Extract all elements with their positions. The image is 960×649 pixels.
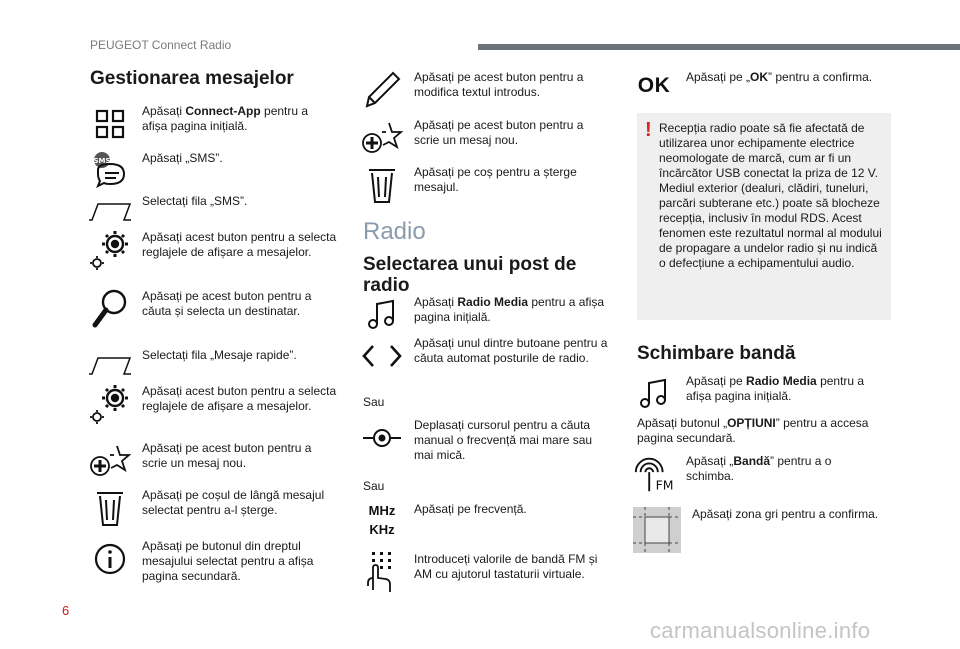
item-text: Apăsați Radio Media pentru a afișa pagina inițială. bbox=[414, 295, 605, 324]
list-item bbox=[88, 228, 342, 272]
warning-mark: ! bbox=[645, 119, 652, 141]
or-label: Sau bbox=[363, 395, 385, 409]
svg-text:FM: FM bbox=[655, 477, 674, 493]
item-text: Apăsați „Bandă” pentru a o schimba. bbox=[686, 454, 832, 483]
or-label: Sau bbox=[363, 479, 385, 493]
chevrons-icon bbox=[360, 334, 404, 378]
unit-mhz: MHz bbox=[368, 503, 396, 518]
page-number: 6 bbox=[62, 603, 70, 618]
info-icon bbox=[88, 537, 132, 581]
list-item bbox=[360, 334, 614, 378]
list-item bbox=[360, 416, 604, 463]
list-item bbox=[360, 550, 609, 594]
list-item bbox=[360, 116, 599, 160]
list-item bbox=[632, 452, 846, 496]
search-icon bbox=[88, 287, 132, 331]
item-text: Apăsați zona gri pentru a confirma. bbox=[692, 507, 879, 521]
list-item bbox=[88, 486, 342, 530]
list-item bbox=[360, 163, 599, 207]
sms-bubble-icon bbox=[88, 146, 132, 190]
settings-gears-icon bbox=[88, 228, 132, 272]
radio-band-icon bbox=[632, 452, 676, 496]
grey-zone-icon bbox=[632, 505, 682, 555]
pencil-icon bbox=[360, 68, 404, 112]
ok-icon: OK bbox=[637, 74, 671, 97]
item-text: Apăsați pe coșul de lângă mesajul selectat pentru a-l șterge. bbox=[142, 488, 325, 517]
item-text: Apăsați pe coș pentru a șterge mesajul. bbox=[414, 165, 577, 194]
item-text: Apăsați pe acest buton pentru a scrie un mesaj nou. bbox=[142, 441, 312, 470]
section-title-radio: Radio bbox=[363, 218, 426, 245]
list-item bbox=[632, 505, 892, 555]
list-item bbox=[88, 102, 327, 146]
item-text: Apăsați acest buton pentru a selecta reglajele de afișare a mesajelor. bbox=[142, 230, 337, 259]
item-text: Apăsați pe butonul din dreptul mesajului selectat pentru a afișa pagina secundară. bbox=[142, 539, 314, 583]
item-text: Apăsați Connect-App pentru a afișa pagina inițială. bbox=[142, 104, 309, 133]
heading-messages: Gestionarea mesajelor bbox=[90, 68, 294, 89]
grid-apps-icon bbox=[88, 102, 132, 146]
list-item bbox=[88, 382, 342, 426]
list-item bbox=[360, 68, 609, 112]
item-text: Apăsați pe acest buton pentru a căuta și selecta un destinatar. bbox=[142, 289, 312, 318]
item-text: Apăsați „SMS”. bbox=[142, 151, 223, 165]
svg-text:SMS: SMS bbox=[93, 157, 111, 165]
add-favorite-icon bbox=[88, 439, 132, 483]
watermark: carmanualsonline.info bbox=[650, 618, 871, 643]
item-text: Selectați fila „SMS”. bbox=[142, 194, 248, 208]
list-item bbox=[360, 293, 614, 337]
item-text: Apăsați acest buton pentru a selecta reglajele de afișare a mesajelor. bbox=[142, 384, 337, 413]
slider-cursor-icon bbox=[360, 416, 404, 460]
add-favorite-icon bbox=[360, 116, 404, 160]
item-text: Apăsați pe frecvență. bbox=[414, 502, 527, 516]
heading-select-station: Selectarea unui post de radio bbox=[363, 254, 577, 296]
options-text: Apăsați butonul „OPȚIUNI” pentru a accesa pagina secundară. bbox=[637, 416, 869, 445]
tab-icon bbox=[88, 343, 132, 387]
warning-box bbox=[637, 113, 891, 320]
item-text: Deplasați cursorul pentru a căuta manual o frecvență mai mare sau mai mică. bbox=[414, 418, 593, 462]
unit-khz: KHz bbox=[369, 522, 395, 537]
music-note-icon bbox=[632, 372, 676, 416]
trash-icon bbox=[360, 163, 404, 207]
list-item bbox=[88, 343, 327, 387]
heading-band-change: Schimbare bandă bbox=[637, 343, 796, 364]
frequency-unit-icon bbox=[360, 500, 404, 540]
item-text: Selectați fila „Mesaje rapide”. bbox=[142, 348, 297, 362]
list-item bbox=[88, 439, 327, 483]
item-text: Apăsați pe „OK” pentru a confirma. bbox=[686, 70, 873, 84]
page-header-title: PEUGEOT Connect Radio bbox=[90, 38, 232, 52]
list-item bbox=[632, 64, 886, 108]
list-item bbox=[88, 287, 327, 331]
settings-gears-icon bbox=[88, 382, 132, 426]
item-text: Apăsați pe acest buton pentru a modifica textul introdus. bbox=[414, 70, 584, 99]
item-text: Introduceți valorile de bandă FM și AM cu ajutorul tastaturii virtuale. bbox=[414, 552, 598, 581]
music-note-icon bbox=[360, 293, 404, 337]
tab-icon bbox=[88, 189, 132, 233]
list-item bbox=[88, 537, 337, 584]
header-bar bbox=[478, 44, 960, 50]
list-item bbox=[88, 146, 327, 190]
item-text: Apăsați unul dintre butoane pentru a căuta automat posturile de radio. bbox=[414, 336, 608, 365]
keypad-touch-icon bbox=[360, 550, 404, 594]
item-text: Apăsați pe Radio Media pentru a afișa pagina inițială. bbox=[686, 374, 865, 403]
warning-text: Recepția radio poate să fie afectată de utilizarea unor echipamente electrice neomologate de marcă, cum ar fi un încărcător USB conectat la priza de 12 V. Mediul exterior (dealuri, clădiri, tuneluri, parcări subterane etc.) poate să blocheze recepția, inclusiv în modul RDS. Acest fenomen este rezultatul normal al modului de propagare a undelor radio și nu indică o defecțiune a echipamentului audio. bbox=[659, 121, 882, 270]
list-item bbox=[360, 500, 599, 540]
list-item bbox=[632, 372, 881, 416]
item-text: Apăsați pe acest buton pentru a scrie un mesaj nou. bbox=[414, 118, 584, 147]
list-item bbox=[88, 189, 327, 233]
trash-icon bbox=[88, 486, 132, 530]
